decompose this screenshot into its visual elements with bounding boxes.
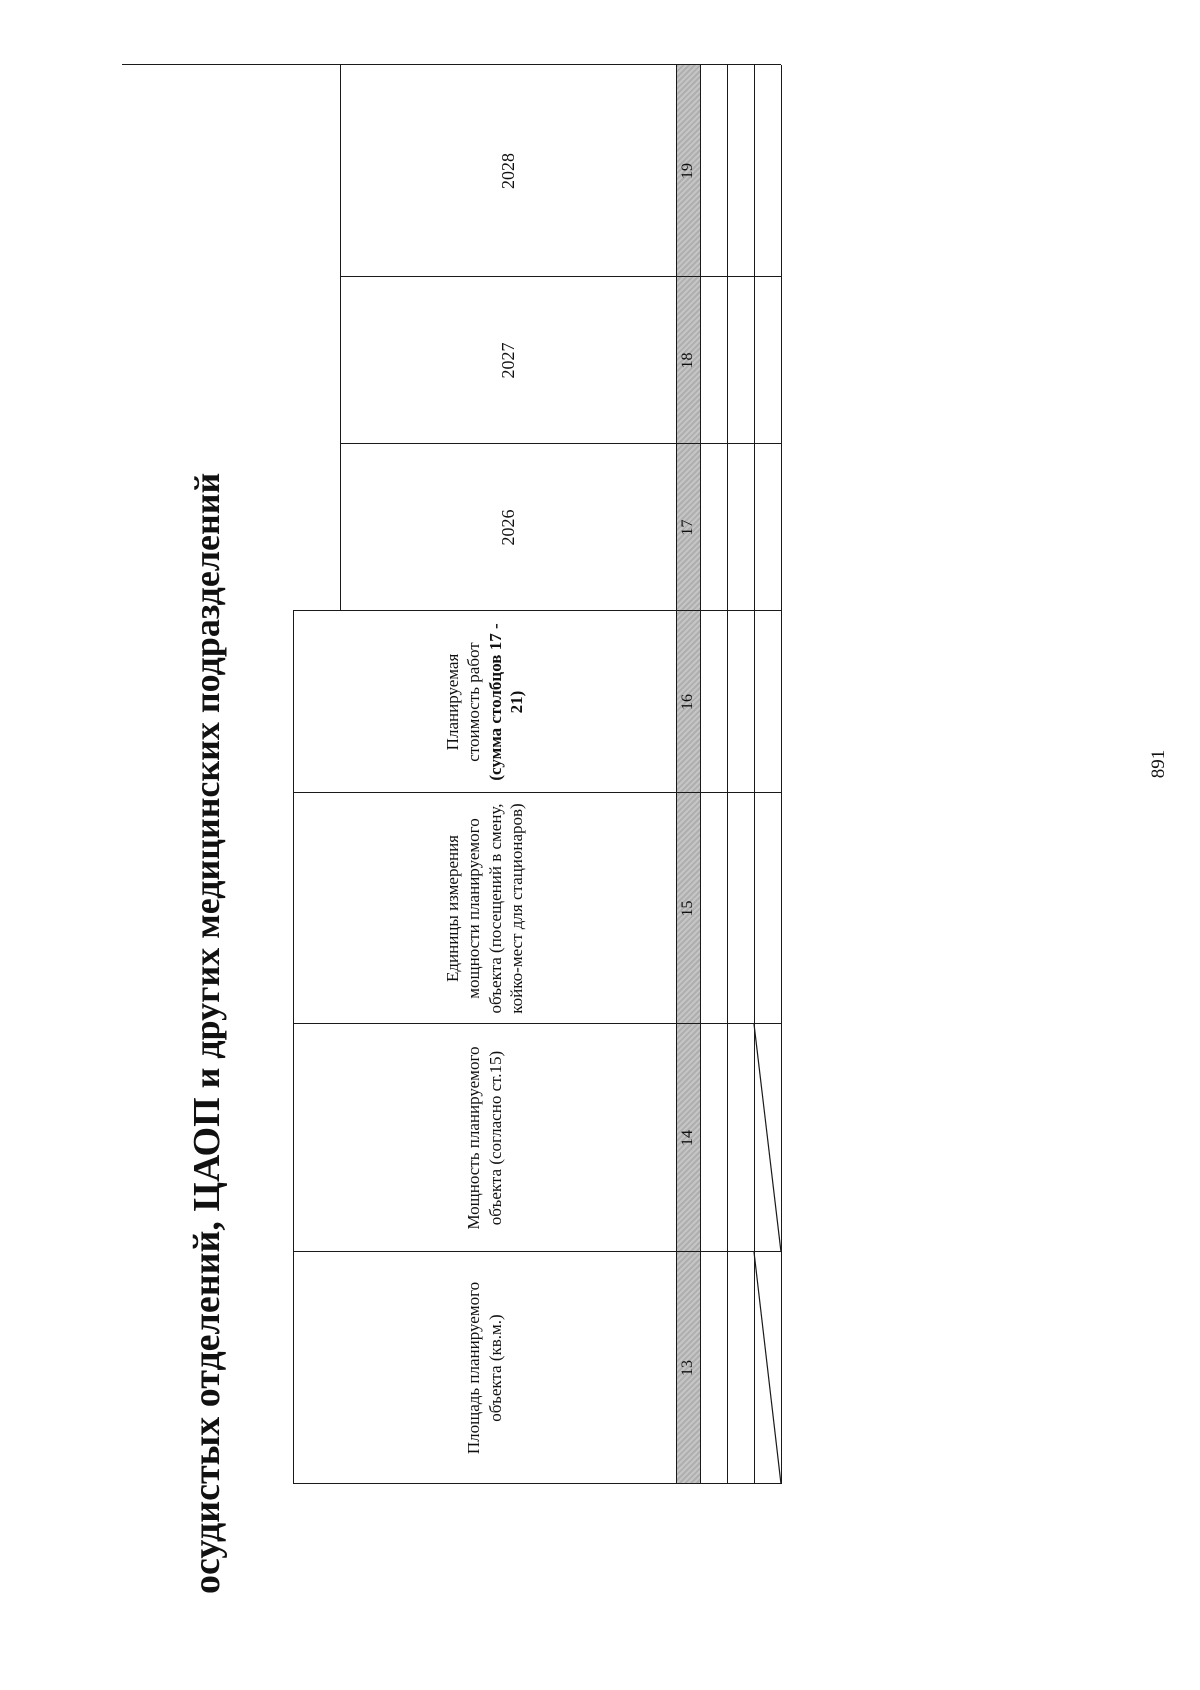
column-number-18: 18 (679, 352, 696, 369)
header-area-label: Площадь планируемого объекта (кв.м.) (464, 1281, 505, 1455)
page-number: 891 (1148, 749, 1169, 779)
year-2027-label: 2027 (497, 342, 518, 379)
header-planned-cost-sum-note: (сумма столбцов 17 - 21) (485, 623, 526, 781)
heading-main: осудистых отделений, ЦАОП (186, 1097, 228, 1594)
diagonal-line-2 (754, 1024, 781, 1252)
header-capacity-label: Мощность планируемого объекта (согласно ст.15) (464, 1046, 505, 1230)
column-number-13: 13 (679, 1360, 696, 1376)
year-2028-label: 2028 (497, 153, 518, 189)
diagonal-line-1 (754, 1252, 781, 1484)
column-number-19: 19 (679, 163, 696, 179)
heading-tail: и других медицинских подразделений (187, 472, 227, 1098)
column-number-16: 16 (679, 694, 696, 710)
header-planned-cost-label: Планируемая стоимость работ (443, 642, 484, 762)
column-number-14: 14 (679, 1130, 696, 1146)
column-number-15: 15 (679, 900, 696, 917)
column-number-17: 17 (679, 519, 696, 536)
year-2026-label: 2026 (497, 509, 518, 546)
header-units-label: Единицы измерения мощности планируемого объекта (посещений в смену, койко-мест для стационаров) (443, 803, 526, 1014)
